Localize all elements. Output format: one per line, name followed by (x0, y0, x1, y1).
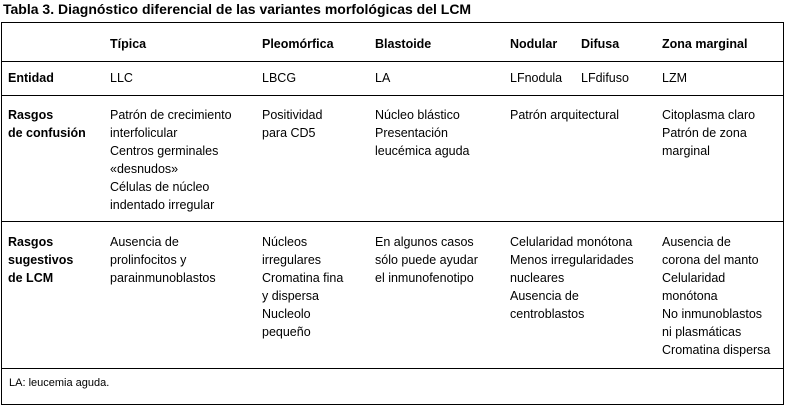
cell-line: Patrón arquitectural (510, 108, 620, 122)
row-rule-2 (2, 221, 783, 222)
table-frame (1, 22, 784, 405)
cell-line: Cromatina dispersa (662, 343, 771, 357)
cell-line: Menos irregularidades (510, 253, 634, 267)
cell-line: Presentación (375, 126, 448, 140)
cell-line: y dispersa (262, 289, 319, 303)
cell-line: para CD5 (262, 126, 316, 140)
table-caption: Tabla 3. Diagnóstico diferencial de las variantes morfológicas del LCM (3, 1, 472, 17)
cell-line: LBCG (262, 71, 297, 85)
cell-line: prolinfocitos y (110, 253, 187, 267)
cell-sugestivos-blastoide (375, 233, 478, 287)
header-blastoide: Blastoide (375, 37, 432, 51)
cell-confusion-zona-marginal (662, 106, 755, 160)
cell-line: Patrón de zona (662, 126, 747, 140)
cell-line: pequeño (262, 325, 311, 339)
cell-line: Ausencia de (510, 289, 579, 303)
cell-entidad-nodular (510, 69, 562, 87)
cell-confusion-nodular-difusa (510, 106, 619, 124)
cell-entidad-tipica (110, 69, 133, 87)
cell-line: En algunos casos (375, 235, 474, 249)
label-line: sugestivos (8, 253, 74, 267)
cell-line: sólo puede ayudar (375, 253, 478, 267)
cell-line: corona del manto (662, 253, 759, 267)
header-rule (2, 61, 783, 62)
cell-line: irregulares (262, 253, 322, 267)
row-label-rasgos-confusion (8, 106, 86, 142)
cell-line: interfolicular (110, 126, 178, 140)
header-nodular: Nodular (510, 37, 558, 51)
cell-line: Celularidad (662, 271, 726, 285)
cell-line: «desnudos» (110, 162, 179, 176)
cell-line: parainmunoblastos (110, 271, 216, 285)
cell-confusion-pleomorfica (262, 106, 322, 142)
cell-line: Núcleos (262, 235, 308, 249)
cell-sugestivos-pleomorfica (262, 233, 343, 341)
table-footnote: LA: leucemia aguda. (9, 377, 110, 389)
row-label-entidad (8, 69, 54, 87)
footnote-rule (2, 368, 783, 369)
cell-line: Citoplasma claro (662, 108, 756, 122)
row-label-rasgos-sugestivos (8, 233, 73, 287)
cell-confusion-blastoide (375, 106, 470, 160)
cell-line: Patrón de crecimiento (110, 108, 232, 122)
cell-line: LFdifuso (581, 71, 629, 85)
cell-line: LA (375, 71, 391, 85)
cell-entidad-difusa (581, 69, 629, 87)
cell-line: marginal (662, 144, 710, 158)
cell-line: nucleares (510, 271, 565, 285)
header-zona-marginal: Zona marginal (662, 37, 748, 51)
cell-line: LFnodula (510, 71, 563, 85)
cell-sugestivos-zona-marginal (662, 233, 770, 359)
cell-line: indentado irregular (110, 198, 215, 212)
label-line: Rasgos (8, 235, 54, 249)
cell-confusion-tipica (110, 106, 232, 214)
cell-sugestivos-tipica (110, 233, 216, 287)
cell-line: Celularidad monótona (510, 235, 633, 249)
header-pleomorfica: Pleomórfica (262, 37, 334, 51)
cell-line: Ausencia de (662, 235, 731, 249)
cell-line: Positividad (262, 108, 323, 122)
label-line: de LCM (8, 271, 54, 285)
cell-line: Nucleolo (262, 307, 311, 321)
cell-line: LZM (662, 71, 687, 85)
cell-line: LLC (110, 71, 133, 85)
cell-line: Centros germinales (110, 144, 219, 158)
label-line: Rasgos (8, 108, 54, 122)
label-line: de confusión (8, 126, 86, 140)
cell-line: Núcleo blástico (375, 108, 460, 122)
header-difusa: Difusa (581, 37, 620, 51)
cell-line: monótona (662, 289, 718, 303)
header-tipica: Típica (110, 37, 147, 51)
cell-line: Células de núcleo (110, 180, 210, 194)
row-rule-1 (2, 95, 783, 96)
cell-line: Cromatina fina (262, 271, 344, 285)
cell-line: el inmunofenotipo (375, 271, 474, 285)
cell-line: ni plasmáticas (662, 325, 742, 339)
cell-line: No inmunoblastos (662, 307, 763, 321)
cell-entidad-blastoide (375, 69, 390, 87)
cell-line: Ausencia de (110, 235, 179, 249)
cell-entidad-zona-marginal (662, 69, 687, 87)
cell-entidad-pleomorfica (262, 69, 296, 87)
cell-sugestivos-nodular-difusa (510, 233, 634, 323)
cell-line: centroblastos (510, 307, 585, 321)
label-line: Entidad (8, 71, 54, 85)
cell-line: leucémica aguda (375, 144, 470, 158)
